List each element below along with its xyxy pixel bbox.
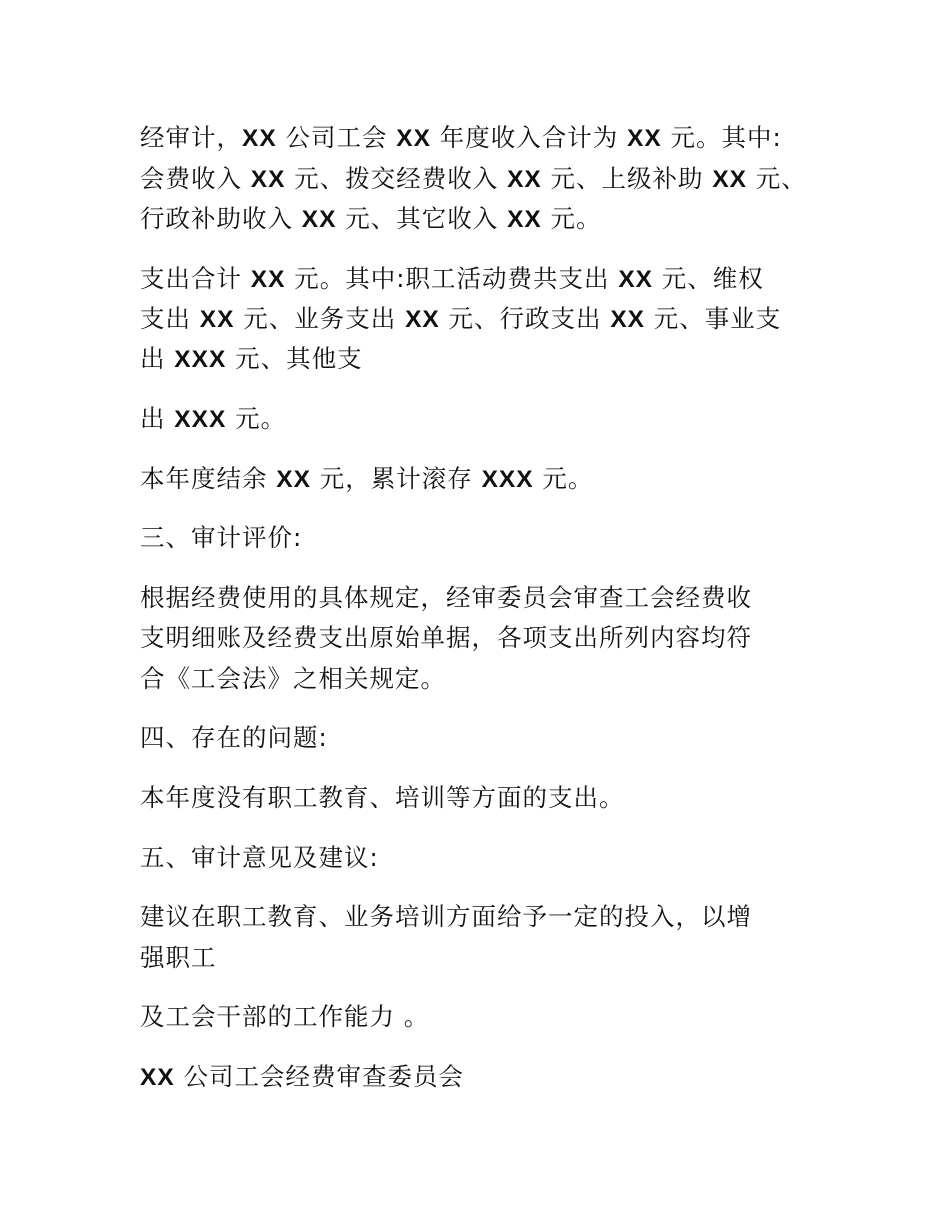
text-line: 出 XXX 元。 bbox=[140, 404, 287, 433]
text-line: 经审计，XX 公司工会 XX 年度收入合计为 XX 元。其中: bbox=[140, 123, 782, 152]
section-heading: 五、审计意见及建议: bbox=[140, 843, 379, 872]
text-line: 支明细账及经费支出原始单据，各项支出所列内容均符 bbox=[140, 623, 752, 652]
section-heading: 三、审计评价: bbox=[140, 523, 303, 552]
text-line: 出 XXX 元、其他支 bbox=[140, 344, 363, 373]
text-line: 支出合计 XX 元。其中:职工活动费共支出 XX 元、维权 bbox=[140, 264, 764, 293]
text-line: 根据经费使用的具体规定，经审委员会审查工会经费收 bbox=[140, 583, 752, 612]
text-line: 本年度结余 XX 元，累计滚存 XXX 元。 bbox=[140, 464, 594, 493]
text-line: 建议在职工教育、业务培训方面给予一定的投入，以增 bbox=[140, 902, 752, 931]
text-line: 会费收入 XX 元、拨交经费收入 XX 元、上级补助 XX 元、 bbox=[140, 164, 807, 193]
text-line: 合《工会法》之相关规定。 bbox=[140, 664, 446, 693]
text-line: 支出 XX 元、业务支出 XX 元、行政支出 XX 元、事业支 bbox=[140, 304, 782, 333]
text-line: 行政补助收入 XX 元、其它收入 XX 元。 bbox=[140, 204, 602, 233]
text-line: 及工会干部的工作能力 。 bbox=[140, 1002, 430, 1031]
signature-line: XX 公司工会经费审查委员会 bbox=[140, 1062, 464, 1091]
text-line: 强职工 bbox=[140, 943, 217, 972]
section-heading: 四、存在的问题: bbox=[140, 723, 328, 752]
text-line: 本年度没有职工教育、培训等方面的支出。 bbox=[140, 783, 625, 812]
